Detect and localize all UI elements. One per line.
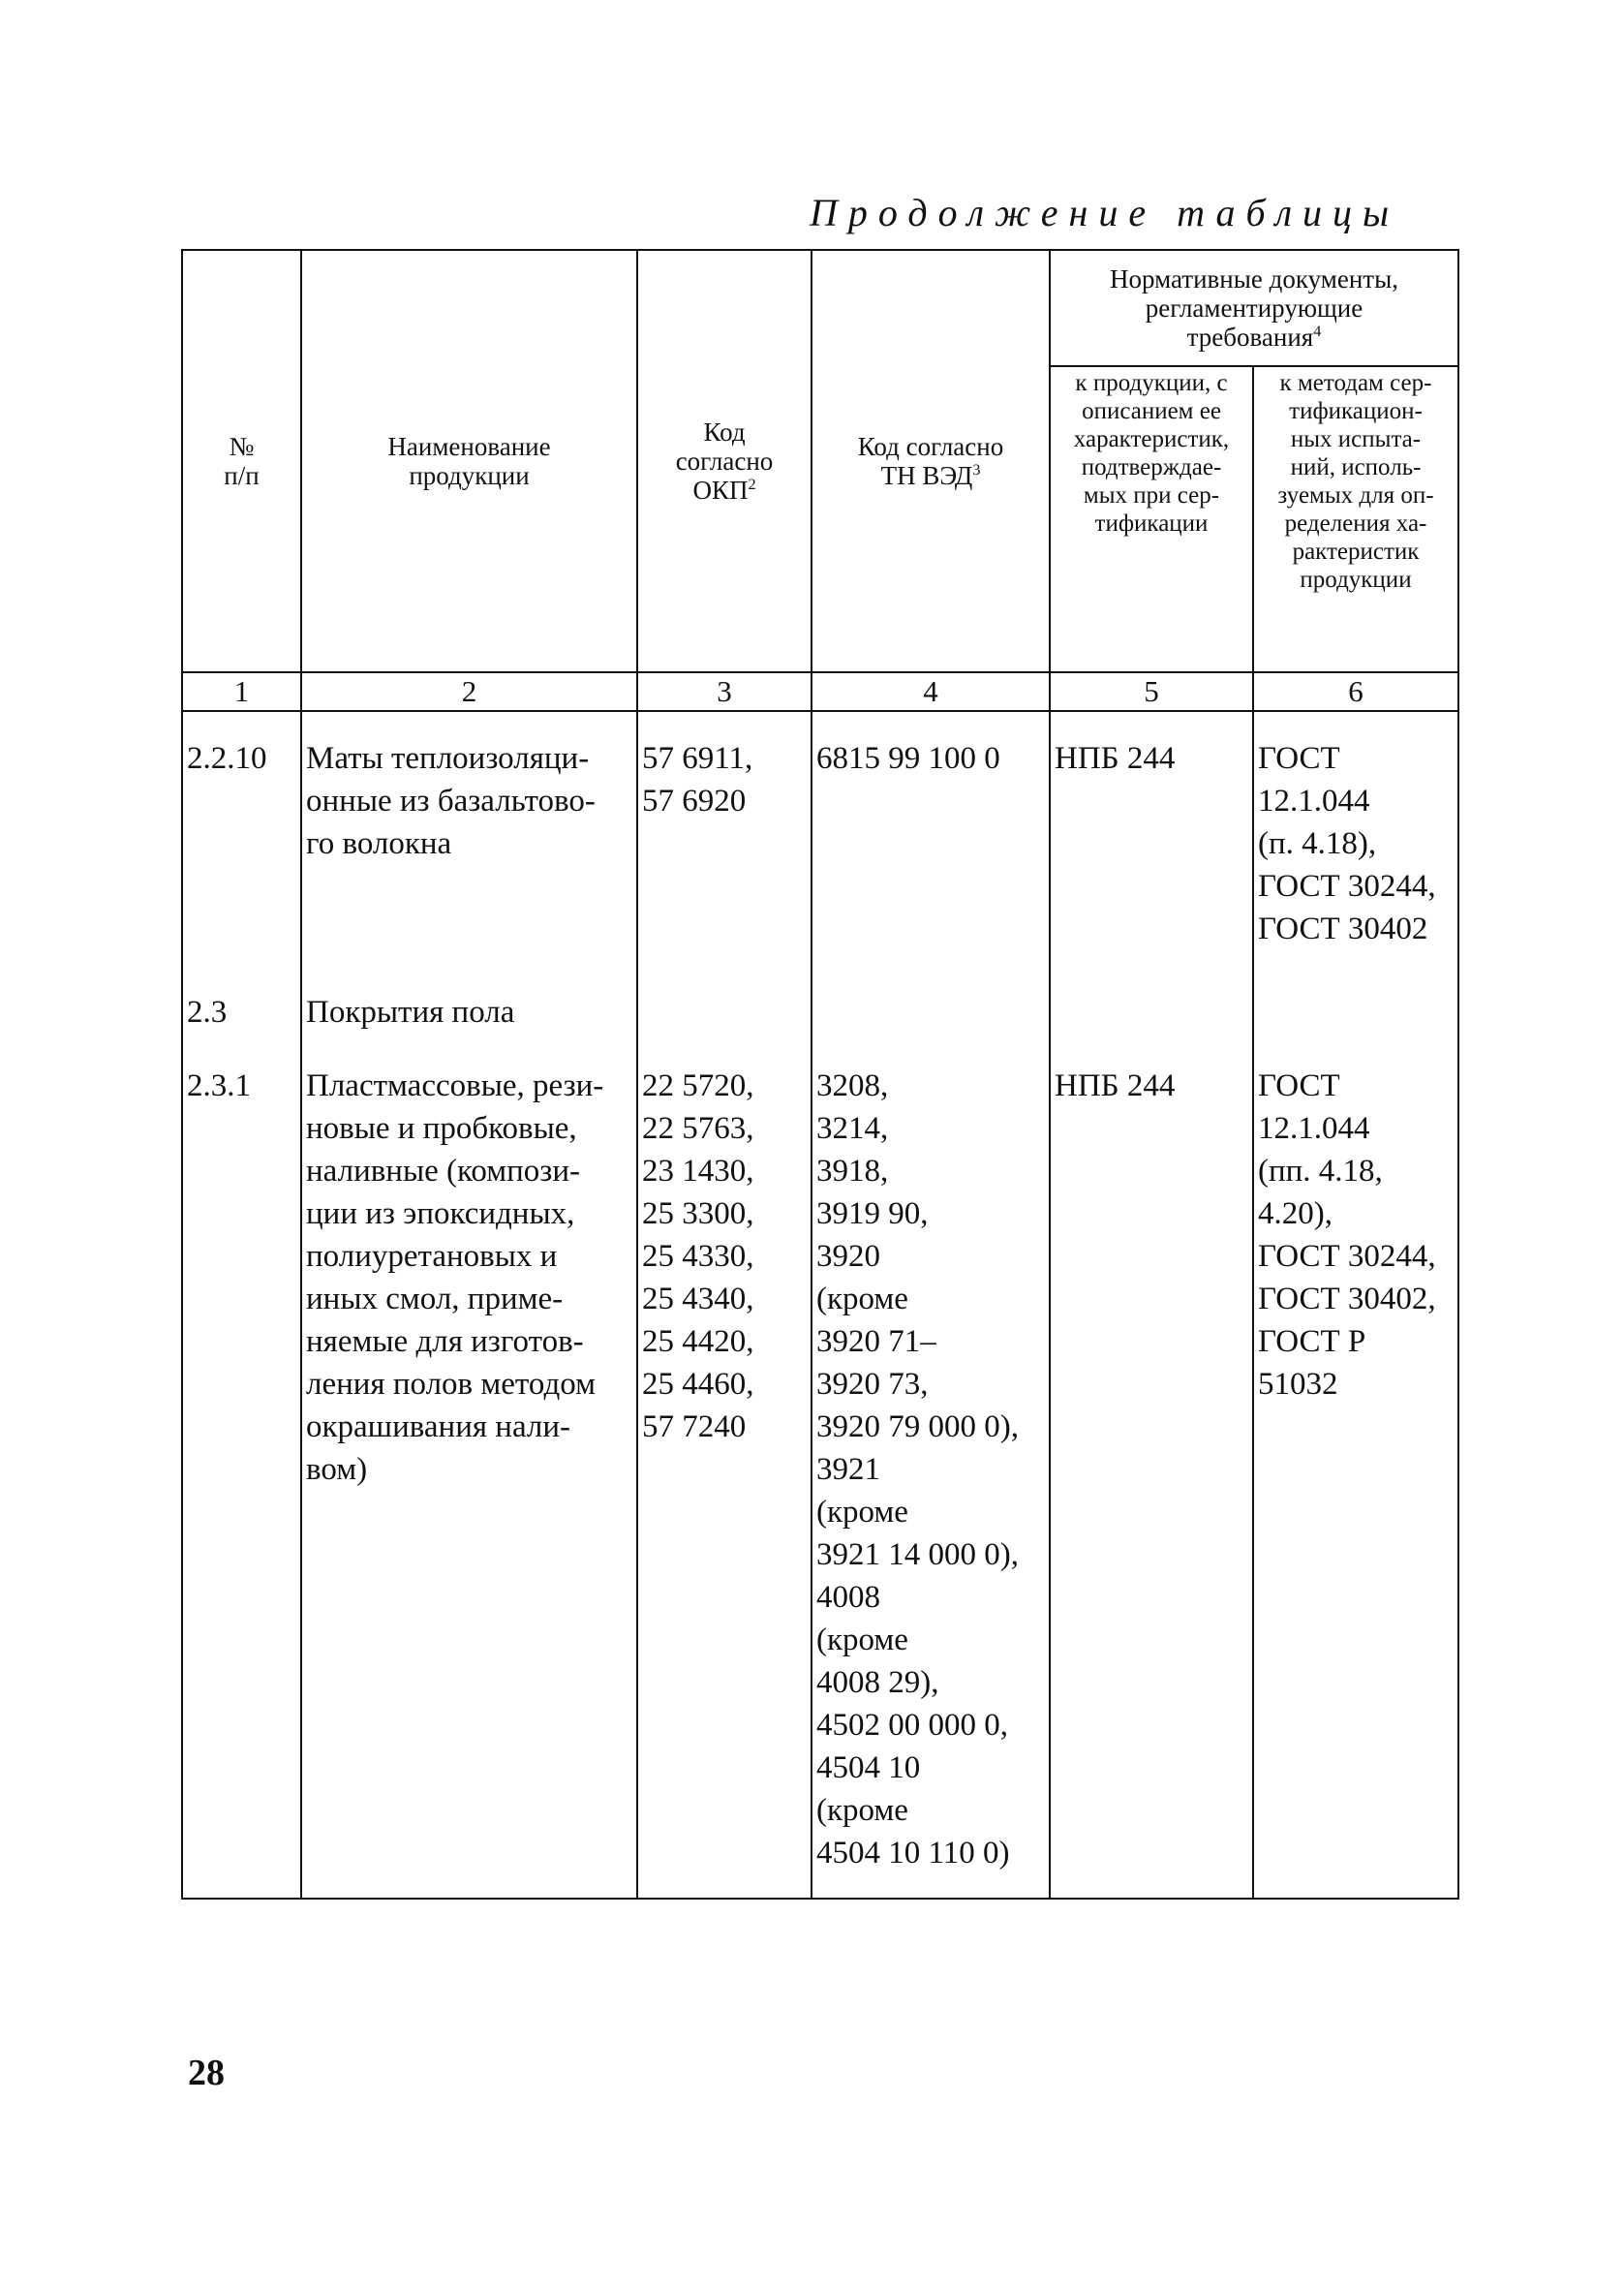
header-normative-group: Нормативные документы, регламентирующие требования$^4$ (1050, 250, 1458, 366)
row-product-name: Пластмассовые, рези- новые и пробковые, наливные (компози- ции из эпоксидных, полиуретановых и иных смол, приме- няемые для изготов- ления полов методом окрашивания нали- вом) (301, 1065, 637, 1874)
column-number: 2 (301, 672, 637, 711)
footnote-mark: 3 (972, 461, 981, 479)
row-tnved-code: 3208, 3214, 3918, 3919 90, 3920 (кроме 3920 71– 3920 73, 3920 79 000 0), 3921 (кроме 3921 14 000 0), 4008 (кроме 4008 29), 4502 00 000 0, 4504 10 (кроме 4504 10 110 0) (812, 1065, 1050, 1874)
header-col-product-docs: к продукции, с описанием ее характеристик, подтверждае- мых при сер- тификации (1050, 366, 1253, 672)
row-product-docs: НПБ 244 (1050, 737, 1253, 991)
header-col-method-docs: к методам сер- тификацион- ных испыта- ний, исполь- зуемых для оп- ределения ха- рактеристик продукции (1253, 366, 1458, 672)
row-tnved-code (812, 991, 1050, 1065)
header-col-number: № п/п (182, 250, 301, 672)
header-col-okp: Код согласно ОКП$^2$ (637, 250, 812, 672)
row-product-docs: НПБ 244 (1050, 1065, 1253, 1874)
row-product-docs (1050, 991, 1253, 1065)
footnote-mark: 2 (748, 476, 756, 493)
header-col-tnved: Код согласно ТН ВЭД$^3$ (812, 250, 1050, 672)
header-col-name: Наименование продукции (301, 250, 637, 672)
row-tnved-code: 6815 99 100 0 (812, 737, 1050, 991)
row-number: 2.3 (182, 991, 301, 1065)
table-row (182, 1065, 1458, 1874)
certification-table (181, 249, 1459, 1900)
column-number: 1 (182, 672, 301, 711)
footnote-mark: 4 (1313, 323, 1322, 340)
page-number: 28 (188, 2053, 225, 2093)
row-number: 2.2.10 (182, 737, 301, 991)
table-row (182, 737, 1458, 991)
column-number: 3 (637, 672, 812, 711)
column-number: 4 (812, 672, 1050, 711)
row-product-name: Покрытия пола (301, 991, 637, 1065)
table-header (182, 250, 1458, 711)
table-continuation-label: Продолжение таблицы (810, 191, 1400, 234)
table-row (182, 991, 1458, 1065)
row-method-docs (1253, 991, 1458, 1065)
column-number-row (182, 672, 1458, 711)
row-method-docs: ГОСТ 12.1.044 (пп. 4.18, 4.20), ГОСТ 30244, ГОСТ 30402, ГОСТ Р 51032 (1253, 1065, 1458, 1874)
row-okp-code: 57 6911, 57 6920 (637, 737, 812, 991)
column-number: 5 (1050, 672, 1253, 711)
row-okp-code (637, 991, 812, 1065)
row-okp-code: 22 5720, 22 5763, 23 1430, 25 3300, 25 4330, 25 4340, 25 4420, 25 4460, 57 7240 (637, 1065, 812, 1874)
column-number: 6 (1253, 672, 1458, 711)
row-method-docs: ГОСТ 12.1.044 (п. 4.18), ГОСТ 30244, ГОСТ 30402 (1253, 737, 1458, 991)
table-body (182, 711, 1458, 1899)
row-number: 2.3.1 (182, 1065, 301, 1874)
row-product-name: Маты теплоизоляци- онные из базальтово- го волокна (301, 737, 637, 991)
